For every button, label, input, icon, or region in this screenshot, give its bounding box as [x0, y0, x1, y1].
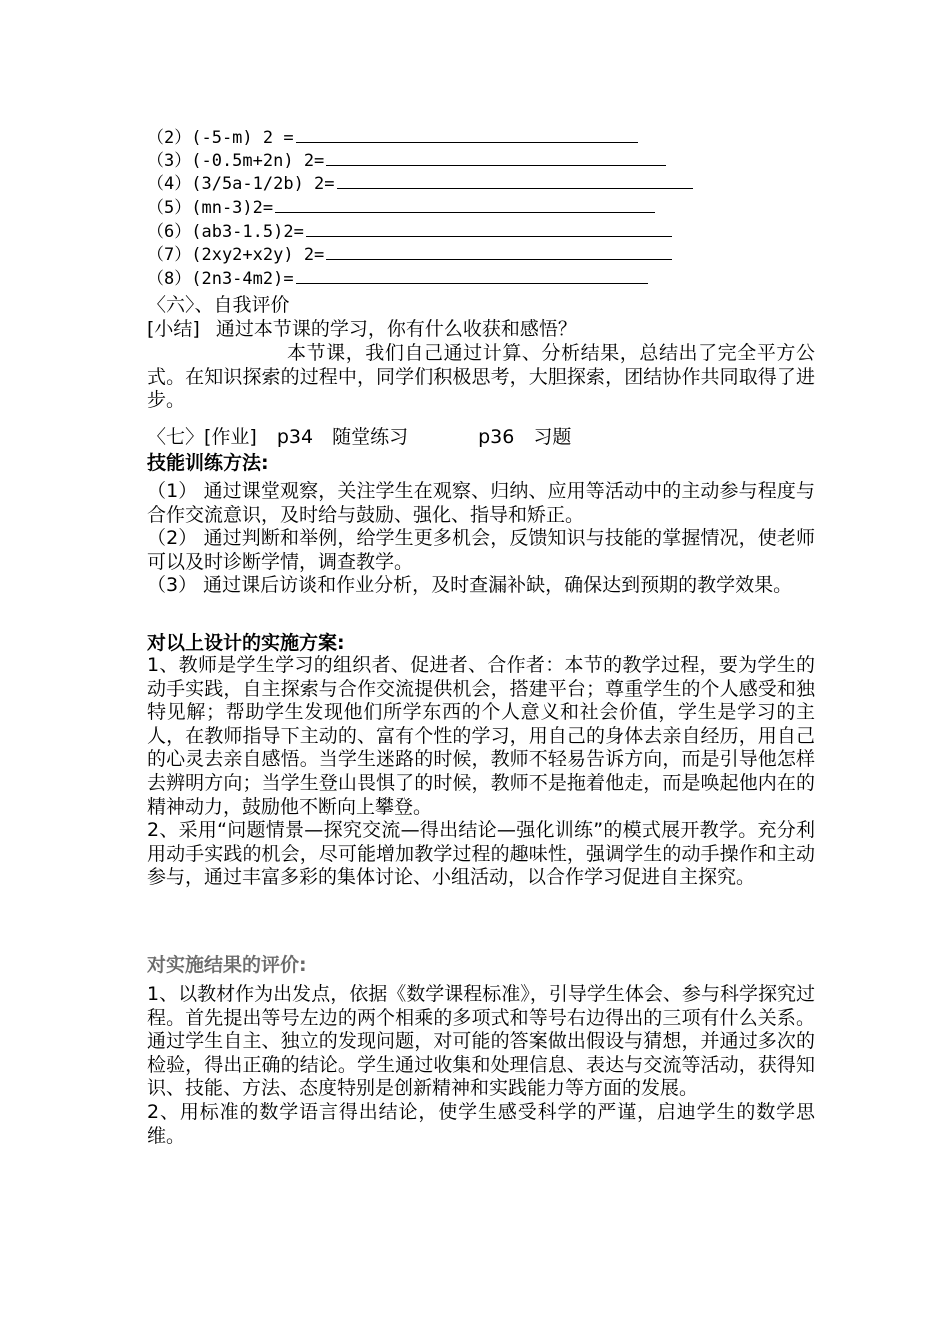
- exercise-8: [147, 268, 648, 290]
- exercise-4: [147, 173, 693, 195]
- exercise-label: （4）(3/5a-1/2b) 2=: [147, 174, 335, 194]
- exercise-label: （5）(mn-3)2=: [147, 198, 274, 218]
- exercise-2: [147, 127, 638, 149]
- summary-line: [147, 317, 577, 341]
- answer-blank[interactable]: [306, 222, 672, 237]
- exercise-label: （3）(-0.5m+2n) 2=: [147, 151, 325, 171]
- exercise-6: [147, 221, 672, 243]
- exercise-label: （6）(ab3-1.5)2=: [147, 222, 304, 242]
- answer-blank[interactable]: [337, 174, 693, 189]
- answer-blank[interactable]: [296, 128, 638, 143]
- homework-label: 〈七〉[作业]: [147, 426, 257, 448]
- skills-heading: 技能训练方法:: [147, 452, 269, 474]
- answer-blank[interactable]: [296, 269, 648, 284]
- exercise-label: （8）(2n3-4m2)=: [147, 269, 294, 289]
- skills-list: [147, 480, 815, 598]
- skills-item: （3） 通过课后访谈和作业分析，及时查漏补缺，确保达到预期的教学效果。: [147, 574, 793, 597]
- skills-item: （2） 通过判断和举例，给学生更多机会，反馈知识与技能的掌握情况，使老师可以及时诊断学情，调查教学。: [147, 527, 815, 573]
- answer-blank[interactable]: [275, 198, 655, 213]
- exercise-3: [147, 150, 666, 172]
- plan-list: [147, 654, 815, 890]
- exercise-5: [147, 197, 655, 219]
- answer-blank[interactable]: [326, 151, 666, 166]
- evaluation-item: 2、用标准的数学语言得出结论，使学生感受科学的严谨，启迪学生的数学思维。: [147, 1100, 815, 1147]
- summary-text: 本节课，我们自己通过计算、分析结果，总结出了完全平方公式。在知识探索的过程中，同学们积极思考，大胆探索，团结协作共同取得了进步。: [147, 342, 815, 412]
- exercise-7: [147, 244, 672, 266]
- section-self-evaluation: 〈六〉、自我评价: [147, 294, 290, 316]
- plan-heading: 对以上设计的实施方案:: [147, 632, 345, 654]
- exercise-label: （7）(2xy2+x2y) 2=: [147, 245, 325, 265]
- answer-blank[interactable]: [326, 245, 672, 260]
- plan-item: 1、教师是学生学习的组织者、促进者、合作者：本节的教学过程，要为学生的动手实践，自主探索与合作交流提供机会，搭建平台；尊重学生的个人感受和独特见解；帮助学生发现他们所学东西的个人意义和社会价值，学生是学习的主人，在教师指导下主动的、富有个性的学习，用自己的身体去亲自经历，用自己的心灵去亲自感悟。当学生迷路的时候，教师不轻易告诉方向，而是引导他怎样去辨明方向；当学生登山畏惧了的时候，教师不是拖着他走，而是唤起他内在的精神动力，鼓励他不断向上攀登。: [147, 654, 815, 818]
- homework-item-1: p34 随堂练习: [276, 426, 409, 448]
- evaluation-item: 1、以教材作为出发点，依据《数学课程标准》，引导学生体会、参与科学探究过程。首先提出等号左边的两个相乘的多项式和等号右边得出的三项有什么关系。通过学生自主、独立的发现问题，对可能的答案做出假设与猜想，并通过多次的检验，得出正确的结论。学生通过收集和处理信息、表达与交流等活动，获得知识、技能、方法、态度特别是创新精神和实践能力等方面的发展。: [147, 983, 815, 1100]
- evaluation-list: [147, 983, 815, 1148]
- homework-line: [147, 425, 571, 449]
- exercise-label: （2）(-5-m) 2 =: [147, 128, 294, 148]
- homework-item-2: p36 习题: [478, 426, 572, 448]
- skills-item: （1） 通过课堂观察，关注学生在观察、归纳、应用等活动中的主动参与程度与合作交流意识，及时给与鼓励、强化、指导和矫正。: [147, 480, 815, 526]
- summary-question: 通过本节课的学习，你有什么收获和感悟？: [215, 318, 577, 340]
- evaluation-heading: 对实施结果的评价:: [147, 954, 307, 976]
- summary-label: [小结]: [147, 318, 200, 340]
- summary-paragraph: [147, 342, 815, 413]
- plan-item: 2、采用“问题情景—探究交流—得出结论—强化训练”的模式展开教学。充分利用动手实践的机会，尽可能增加教学过程的趣味性，强调学生的动手操作和主动参与，通过丰富多彩的集体讨论、小组活动，以合作学习促进自主探究。: [147, 819, 815, 889]
